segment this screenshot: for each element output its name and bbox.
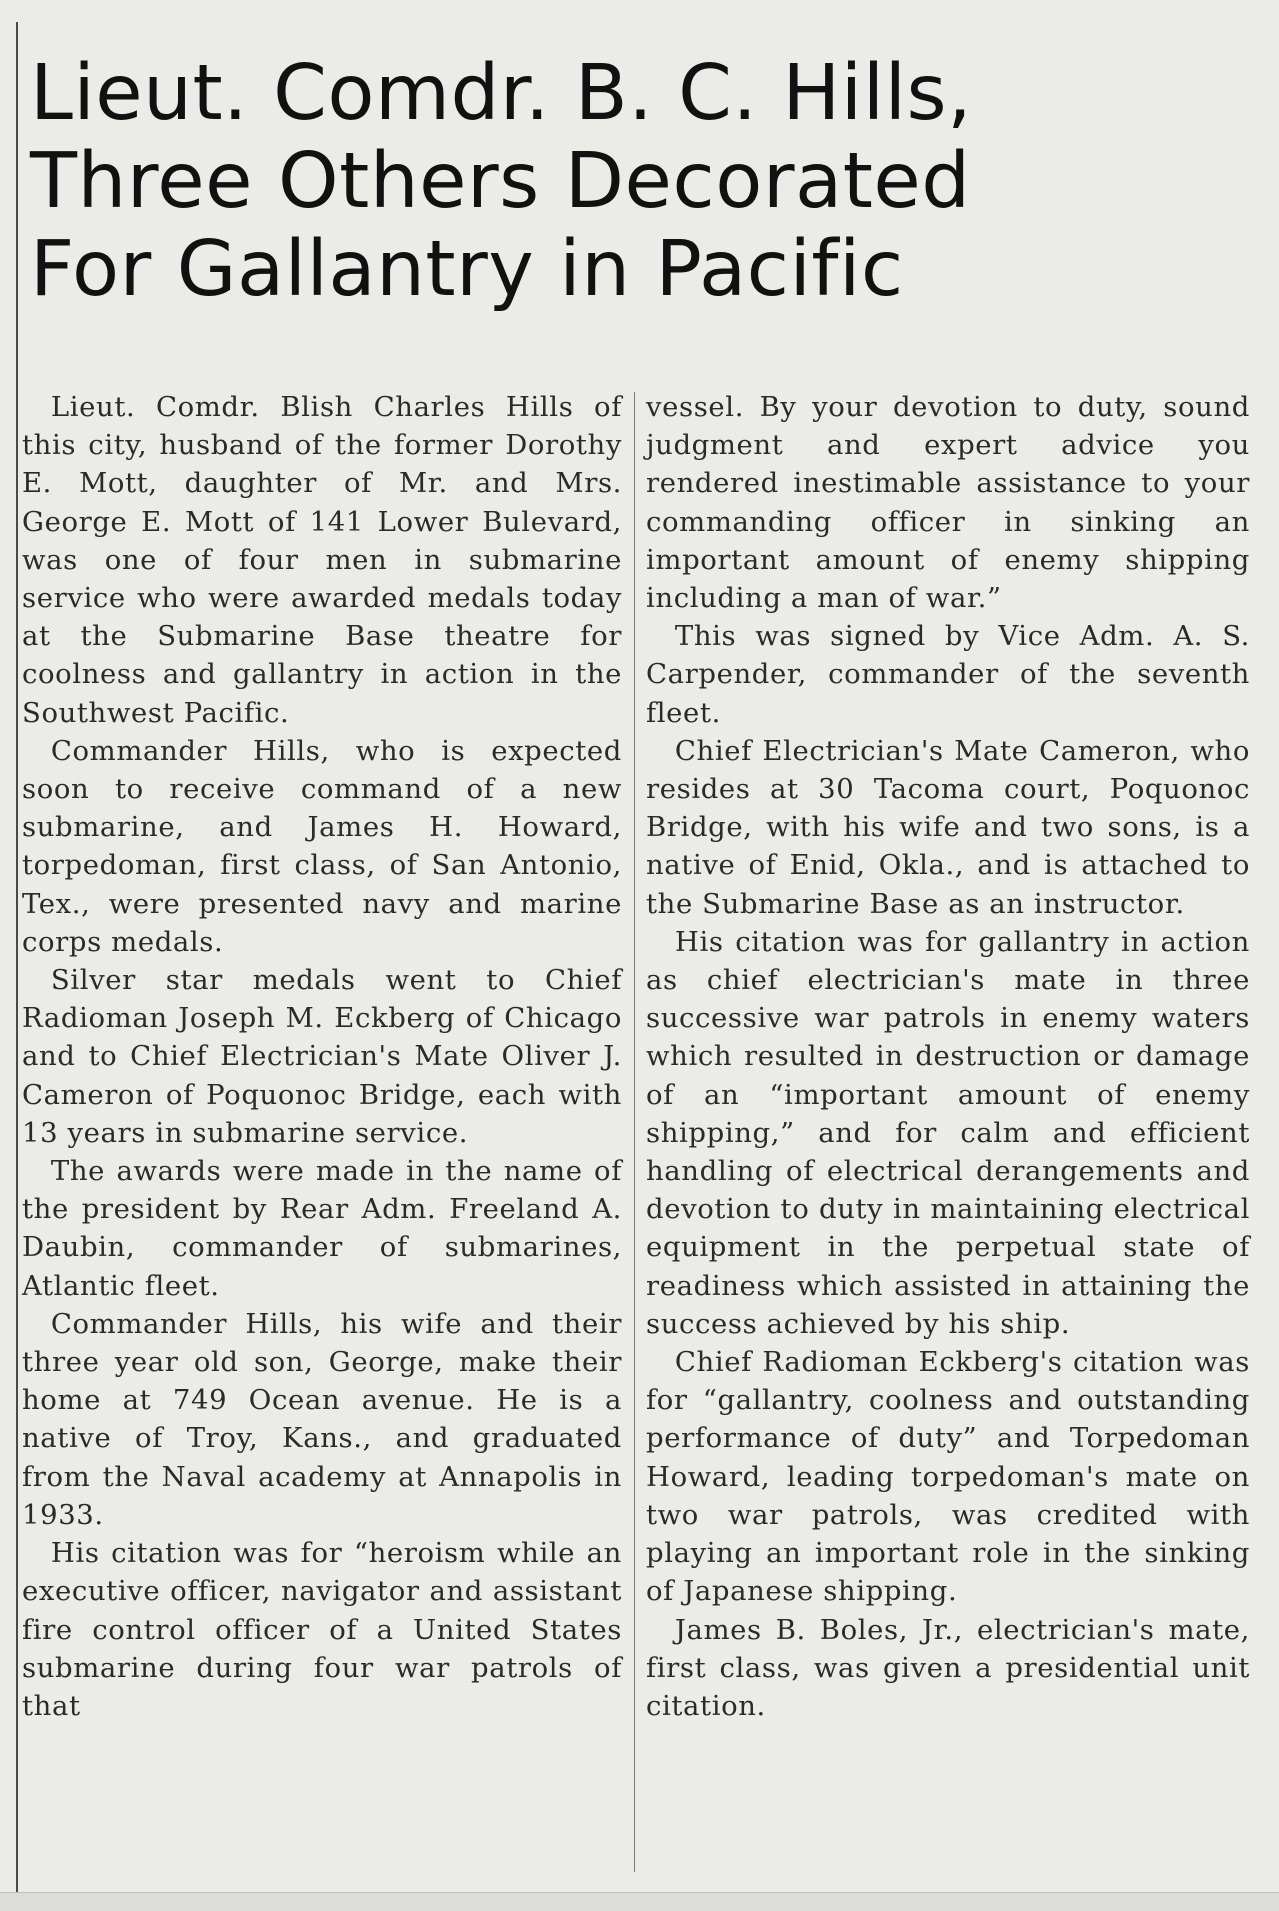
article-column-right [646,388,1250,1725]
paragraph: His citation was for “heroism while an executive officer, navigator and assistant fire control officer of a United States submarine during four war patrols of that [22,1537,622,1722]
paragraph: Commander Hills, who is expected soon to receive command of a new submarine, and James H. Howard, torpedoman, first class, of San Antonio, Tex., were presented navy and marine corps medals. [22,734,622,958]
article-column-left [22,388,622,1725]
paragraph: Silver star medals went to Chief Radioman Joseph M. Eckberg of Chicago and to Chief Electrician's Mate Oliver J. Cameron of Poquonoc Bridge, each with 13 years in submarine service. [22,964,622,1149]
left-border-rule [16,22,18,1892]
column-divider [634,392,635,1872]
headline-line-1: Lieut. Comdr. B. C. Hills, [30,49,973,138]
page-bottom-edge [0,1892,1279,1911]
headline [30,50,1260,314]
paragraph: The awards were made in the name of the president by Rear Adm. Freeland A. Daubin, commander of submarines, Atlantic fleet. [22,1155,622,1302]
headline-line-3: For Gallantry in Pacific [30,225,904,314]
headline-line-2: Three Others Decorated [30,137,971,226]
paragraph: James B. Boles, Jr., electrician's mate, first class, was given a presidential unit citation. [646,1613,1250,1722]
paragraph: Lieut. Comdr. Blish Charles Hills of this city, husband of the former Dorothy E. Mott, daughter of Mr. and Mrs. George E. Mott of 141 Lower Bulevard, was one of four men in submarine service who were awarded medals today at the Submarine Base theatre for coolness and gallantry in action in the Southwest Pacific. [22,391,622,729]
paragraph-continued: vessel. By your devotion to duty, sound judgment and expert advice you rendered inestimable assistance to your commanding officer in sinking an important amount of enemy shipping including a man of war.” [646,391,1250,615]
paragraph: This was signed by Vice Adm. A. S. Carpender, commander of the seventh fleet. [646,620,1250,729]
paragraph: Chief Electrician's Mate Cameron, who resides at 30 Tacoma court, Poquonoc Bridge, with his wife and two sons, is a native of Enid, Okla., and is attached to the Submarine Base as an instructor. [646,734,1250,920]
paragraph: His citation was for gallantry in action as chief electrician's mate in three successive war patrols in enemy waters which resulted in destruction or damage of an “important amount of enemy shipping,” and for calm and efficient handling of electrical derangements and devotion to duty in maintaining electrical equipment in the perpetual state of readiness which assisted in attaining the success achieved by his ship. [646,925,1250,1340]
paragraph: Commander Hills, his wife and their three year old son, George, make their home at 749 Ocean avenue. He is a native of Troy, Kans., and graduated from the Naval academy at Annapolis in 1933. [22,1307,622,1531]
paragraph: Chief Radioman Eckberg's citation was for “gallantry, coolness and outstanding performance of duty” and Torpedoman Howard, leading torpedoman's mate on two war patrols, was credited with playing an important role in the sinking of Japanese shipping. [646,1346,1250,1608]
